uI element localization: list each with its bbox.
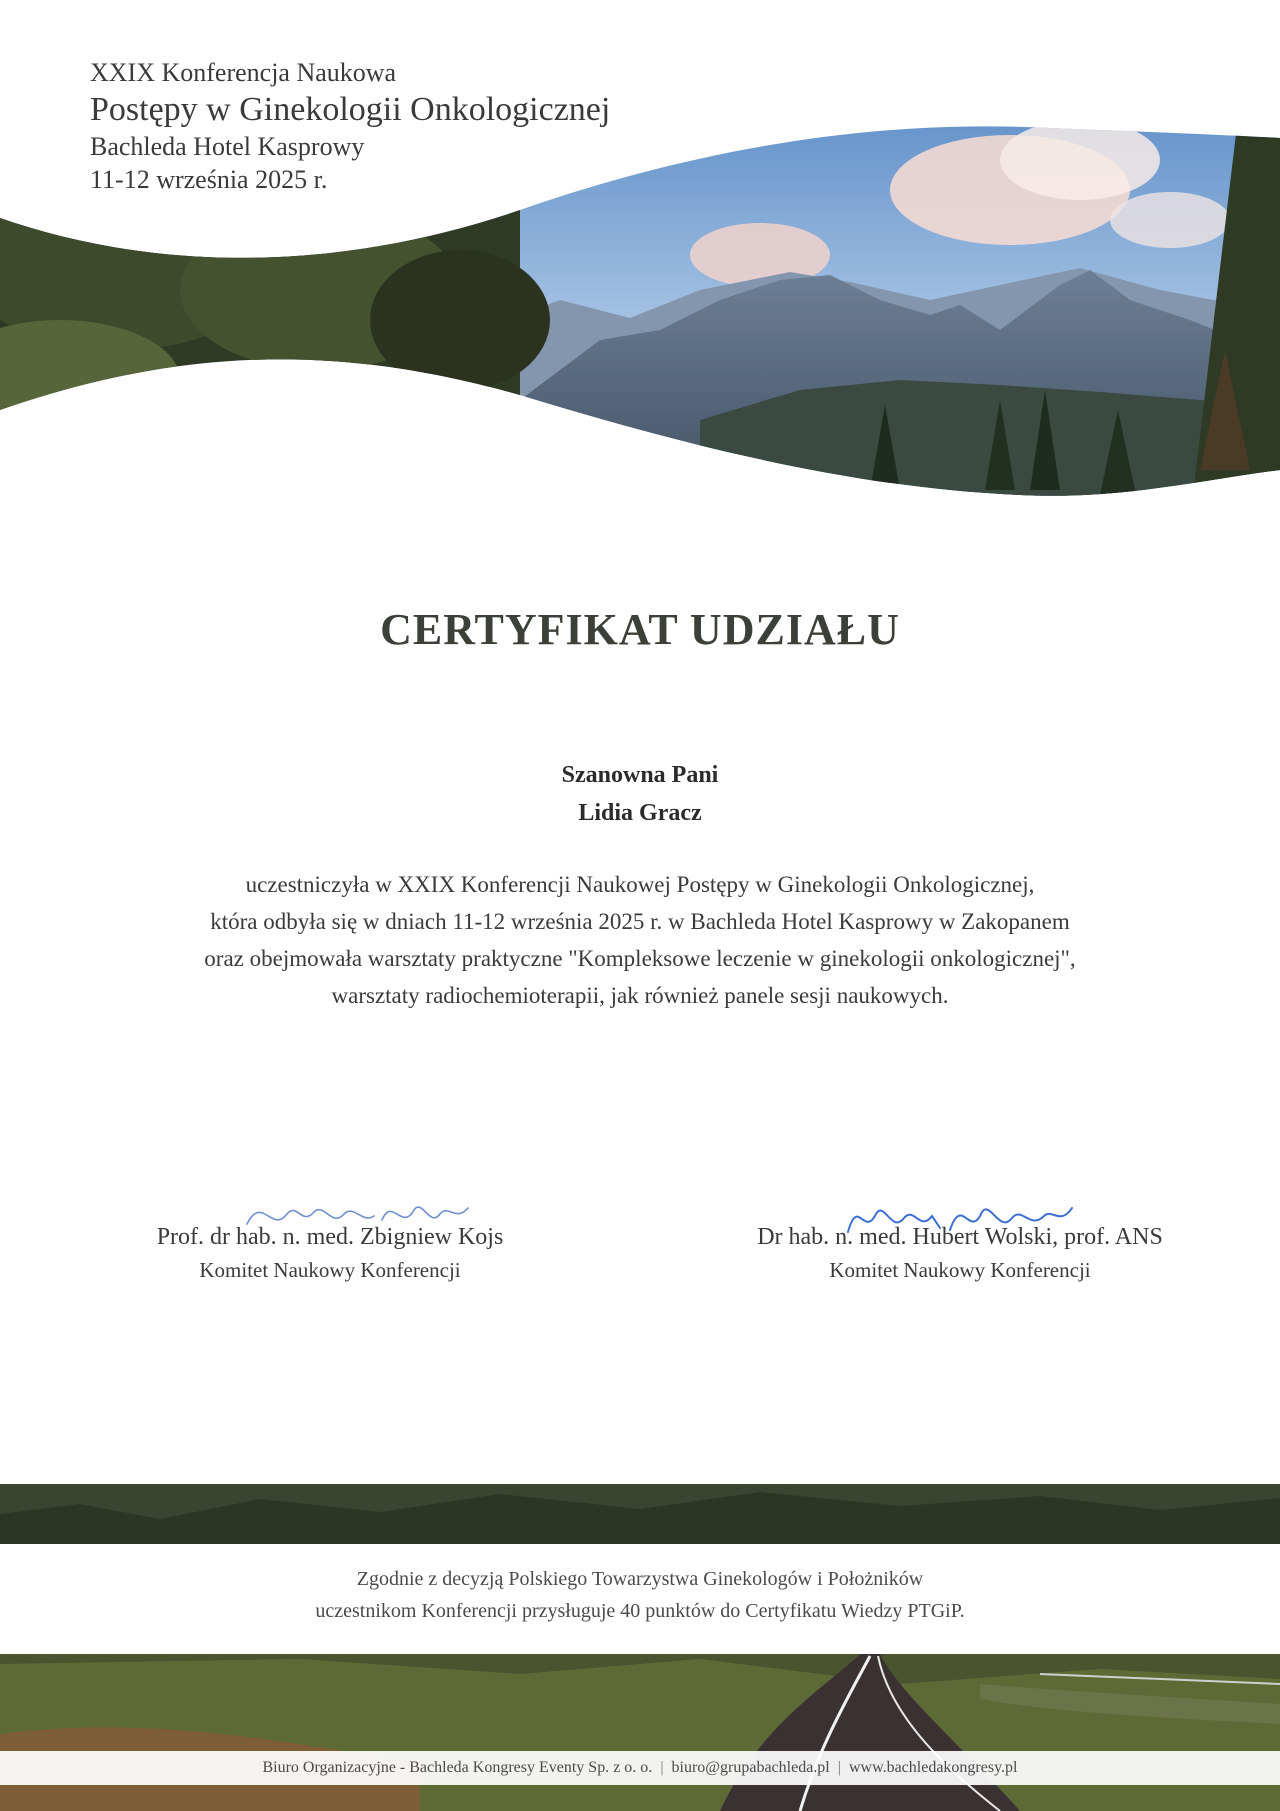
conference-edition: XXIX Konferencja Naukowa [90, 58, 397, 87]
signatory-name: Dr hab. n. med. Hubert Wolski, prof. ANS [757, 1224, 1163, 1250]
signature-block-left [50, 1220, 610, 1286]
body-line: uczestniczyła w XXIX Konferencji Naukowej Postępy w Ginekologii Onkologicznej, [245, 872, 1035, 897]
separator: | [837, 1759, 841, 1776]
body-line: która odbyła się w dniach 11-12 września 2025 r. w Bachleda Hotel Kasprowy w Zakopanem [210, 909, 1070, 934]
conference-dates: 11-12 września 2025 r. [90, 165, 328, 194]
signatory-name: Prof. dr hab. n. med. Zbigniew Kojs [156, 1224, 504, 1250]
certificate-body [60, 866, 1220, 1014]
accreditation-line: uczestnikom Konferencji przysługuje 40 punktów do Certyfikatu Wiedzy PTGiP. [315, 1600, 965, 1622]
conference-header [90, 56, 710, 196]
conference-venue: Bachleda Hotel Kasprowy [90, 132, 365, 161]
salutation: Szanowna Pani [561, 762, 719, 788]
accreditation-note [0, 1563, 1280, 1627]
certificate-title: CERTYFIKAT UDZIAŁU [380, 605, 900, 654]
signatory-role: Komitet Naukowy Konferencji [199, 1258, 461, 1282]
contact-line [0, 1756, 1280, 1780]
signature-block-right [680, 1220, 1240, 1286]
recipient-block [0, 756, 1280, 832]
conference-title: Postępy w Ginekologii Onkologicznej [90, 91, 611, 128]
organizer-website[interactable]: www.bachledakongresy.pl [848, 1759, 1018, 1776]
recipient-name: Lidia Gracz [578, 800, 702, 826]
body-line: warsztaty radiochemioterapii, jak również panele sesji naukowych. [331, 983, 949, 1008]
organizer-email[interactable]: biuro@grupabachleda.pl [671, 1759, 830, 1776]
signatory-role: Komitet Naukowy Konferencji [829, 1258, 1091, 1282]
body-line: oraz obejmowała warsztaty praktyczne "Kompleksowe leczenie w ginekologii onkologicznej", [204, 946, 1076, 971]
separator: | [660, 1759, 664, 1776]
accreditation-line: Zgodnie z decyzją Polskiego Towarzystwa Ginekologów i Położników [356, 1568, 924, 1590]
organizer-office: Biuro Organizacyjne - Bachleda Kongresy Eventy Sp. z o. o. [262, 1759, 653, 1776]
